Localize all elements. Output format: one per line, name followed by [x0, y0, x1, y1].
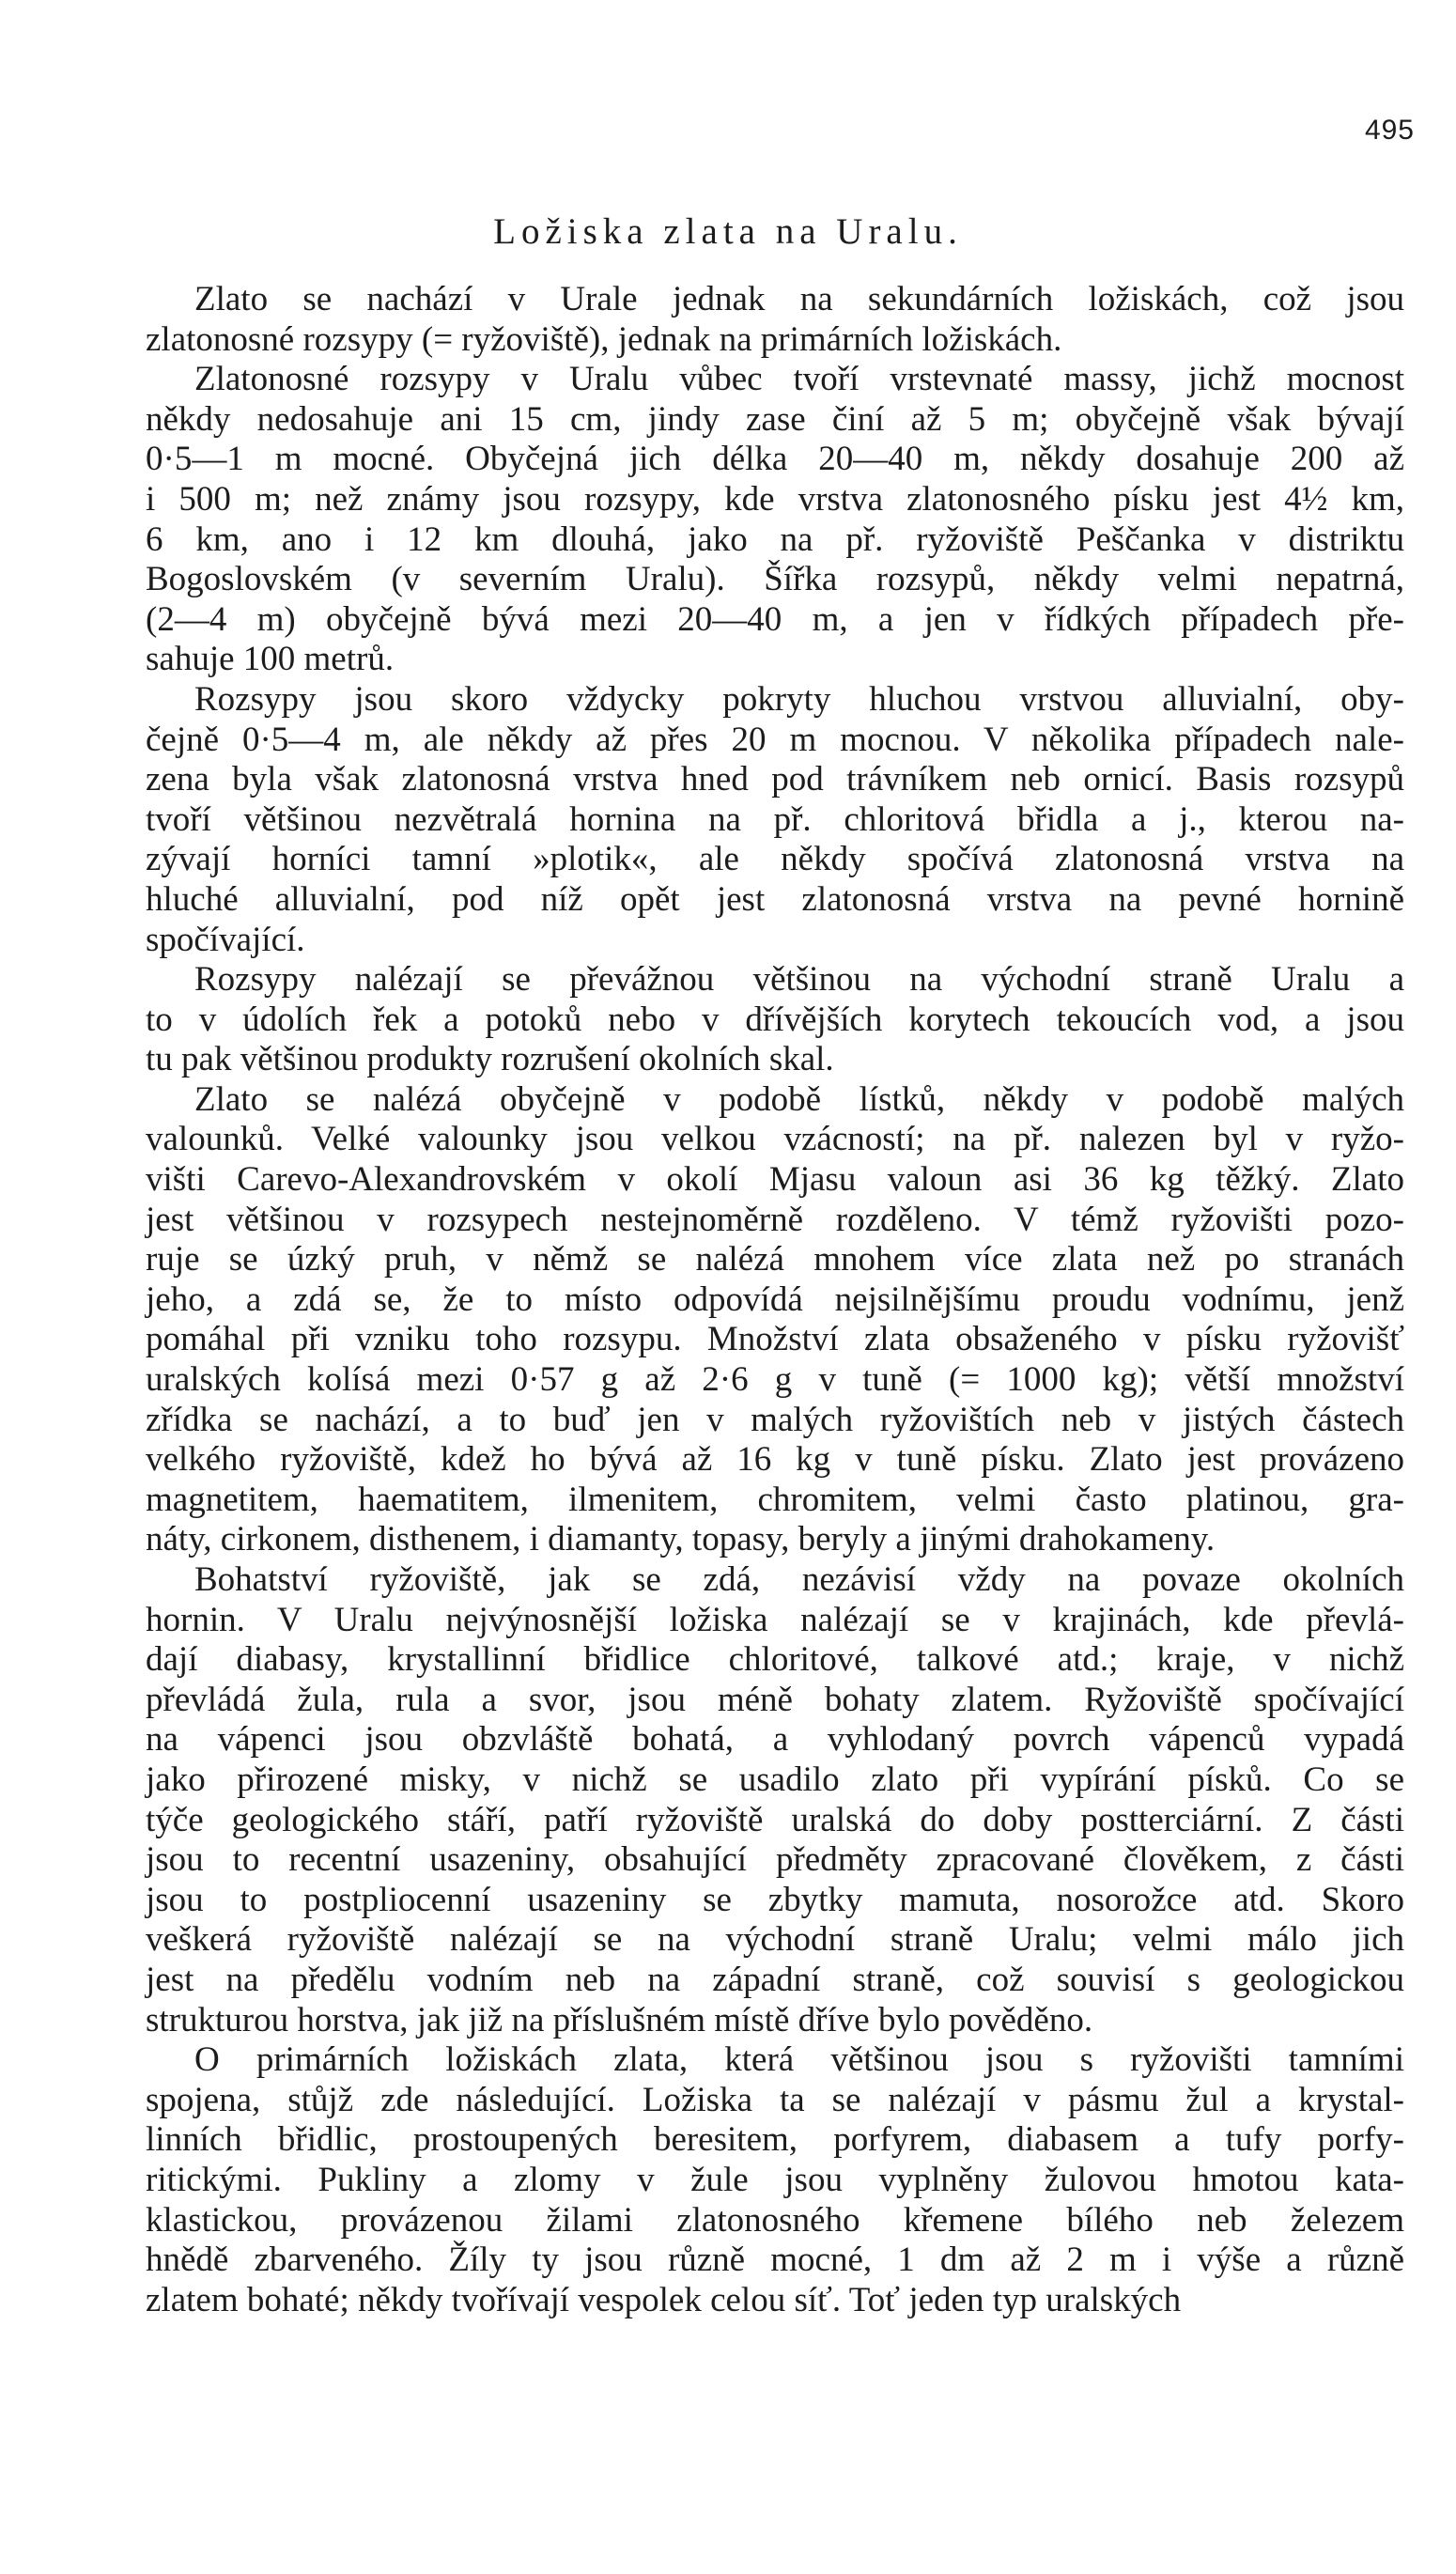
text-line: jest většinou v rozsypech nestejnoměrně rozděleno. V témž ryžovišti pozo- [146, 1200, 1404, 1239]
text-line: náty, cirkonem, disthenem, i diamanty, topasy, beryly a jinými drahokameny. [146, 1520, 1216, 1559]
text-line: velkého ryžoviště, kdež ho bývá až 16 kg v tuně písku. Zlato jest provázeno [146, 1440, 1404, 1480]
paragraph [146, 280, 1404, 360]
text-line: na vápenci jsou obzvláště bohatá, a vyhlodaný povrch vápenců vypadá [146, 1720, 1404, 1760]
text-line: to v údolích řek a potoků nebo v dřívějších korytech tekoucích vod, a jsou [146, 1000, 1404, 1039]
text-line: O primárních ložiskách zlata, která většinou jsou s ryžovišti tamními [194, 2040, 1404, 2080]
text-line: spočívající. [146, 920, 305, 959]
text-line: zřídka se nachází, a to buď jen v malých ryžovištích neb v jistých částech [146, 1400, 1404, 1439]
text-line: valounků. Velké valounky jsou velkou vzácností; na př. nalezen byl v ryžo- [146, 1120, 1404, 1159]
text-line: Rozsypy jsou skoro vždycky pokryty hluchou vrstvou alluvialní, oby- [194, 679, 1404, 719]
text-line: Rozsypy nalézají se převážnou většinou na východní straně Uralu a [194, 960, 1404, 1000]
text-line: zývají horníci tamní »plotik«, ale někdy spočívá zlatonosná vrstva na [146, 840, 1404, 879]
text-line: jest na předělu vodním neb na západní straně, což souvisí s geologickou [146, 1960, 1404, 1999]
body-text [146, 280, 1404, 2320]
text-line: hluché alluvialní, pod níž opět jest zlatonosná vrstva na pevné hornině [146, 879, 1404, 919]
text-line: zena byla však zlatonosná vrstva hned pod trávníkem neb ornicí. Basis rozsypů [146, 760, 1404, 799]
text-line: ritickými. Pukliny a zlomy v žule jsou vyplněny žulovou hmotou kata- [146, 2160, 1404, 2199]
paragraph [146, 1560, 1404, 2040]
text-line: klastickou, provázenou žilami zlatonosného křemene bílého neb železem [146, 2200, 1404, 2240]
text-line: jeho, a zdá se, že to místo odpovídá nejsilnějšímu proudu vodnímu, jenž [146, 1279, 1404, 1319]
text-line: linních břidlic, prostoupených beresitem, porfyrem, diabasem a tufy porfy- [146, 2120, 1404, 2160]
text-line: převládá žula, rula a svor, jsou méně bohaty zlatem. Ryžoviště spočívající [146, 1680, 1404, 1719]
text-line: višti Carevo-Alexandrovském v okolí Mjasu valoun asi 36 kg těžký. Zlato [146, 1160, 1404, 1200]
text-line: magnetitem, haematitem, ilmenitem, chromitem, velmi často platinou, gra- [146, 1480, 1404, 1519]
text-line: i 500 m; než známy jsou rozsypy, kde vrstva zlatonosného písku jest 4½ km, [146, 479, 1404, 519]
text-line: veškerá ryžoviště nalézají se na východní straně Uralu; velmi málo jich [146, 1920, 1404, 1960]
text-line: jako přirozené misky, v nichž se usadilo zlato při vypírání písků. Co se [146, 1760, 1404, 1799]
text-line: týče geologického stáří, patří ryžoviště uralská do doby postterciární. Z části [146, 1800, 1404, 1839]
text-line: 6 km, ano i 12 km dlouhá, jako na př. ryžoviště Peščanka v distriktu [146, 519, 1404, 559]
text-line: uralských kolísá mezi 0·57 g až 2·6 g v tuně (= 1000 kg); větší množství [146, 1360, 1404, 1400]
text-line: tvoří většinou nezvětralá hornina na př. chloritová břidla a j., kterou na- [146, 799, 1404, 839]
paragraph [146, 680, 1404, 960]
text-line: Zlato se nachází v Urale jednak na sekundárních ložiskách, což jsou [194, 280, 1404, 318]
text-line: tu pak většinou produkty rozrušení okolních skal. [146, 1040, 834, 1079]
text-line: někdy nedosahuje ani 15 cm, jindy zase činí až 5 m; obyčejně však bývají [146, 399, 1404, 439]
paragraph [146, 2040, 1404, 2320]
text-line: strukturou horstva, jak již na příslušném místě dříve bylo pověděno. [146, 2000, 1093, 2039]
text-line: ruje se úzký pruh, v němž se nalézá mnohem více zlata než po stranách [146, 1240, 1404, 1279]
text-line: pomáhal při vzniku toho rozsypu. Množství zlata obsaženého v písku ryžovišť [146, 1320, 1404, 1359]
paragraph [146, 360, 1404, 680]
text-line: hnědě zbarveného. Žíly ty jsou různě mocné, 1 dm až 2 m i výše a různě [146, 2241, 1404, 2280]
text-line: (2—4 m) obyčejně bývá mezi 20—40 m, a jen v řídkých případech pře- [146, 599, 1404, 639]
text-line: jsou to recentní usazeniny, obsahující předměty zpracované člověkem, z části [146, 1840, 1404, 1880]
page-title: Ložiska zlata na Uralu. [493, 211, 963, 252]
paragraph [146, 1080, 1404, 1560]
text-line: jsou to postpliocenní usazeniny se zbytky mamuta, nosorožce atd. Skoro [146, 1880, 1404, 1919]
paragraph [146, 960, 1404, 1080]
text-line: zlatonosné rozsypy (= ryžoviště), jednak na primárních ložiskách. [146, 319, 1062, 359]
text-line: sahuje 100 metrů. [146, 640, 395, 679]
text-line: čejně 0·5—4 m, ale někdy až přes 20 m mocnou. V několika případech nale- [146, 720, 1404, 759]
text-line: Bogoslovském (v severním Uralu). Šířka rozsypů, někdy velmi nepatrná, [146, 560, 1404, 599]
text-line: hornin. V Uralu nejvýnosnější ložiska nalézají se v krajinách, kde převlá- [146, 1600, 1404, 1639]
text-line: Zlatonosné rozsypy v Uralu vůbec tvoří vrstevnaté massy, jichž mocnost [194, 360, 1404, 399]
text-line: Bohatství ryžoviště, jak se zdá, nezávisí vždy na povaze okolních [194, 1560, 1404, 1599]
text-line: dají diabasy, krystallinní břidlice chloritové, talkové atd.; kraje, v nichž [146, 1640, 1404, 1680]
page-number: 495 [1364, 115, 1415, 146]
text-line: 0·5—1 m mocné. Obyčejná jich délka 20—40 m, někdy dosahuje 200 až [146, 440, 1404, 479]
text-line: spojena, stůjž zde následující. Ložiska ta se nalézají v pásmu žul a krystal- [146, 2080, 1404, 2119]
text-line: Zlato se nalézá obyčejně v podobě lístků, někdy v podobě malých [194, 1079, 1404, 1119]
text-line: zlatem bohaté; někdy tvořívají vespolek celou síť. Toť jeden typ uralských [146, 2280, 1182, 2319]
